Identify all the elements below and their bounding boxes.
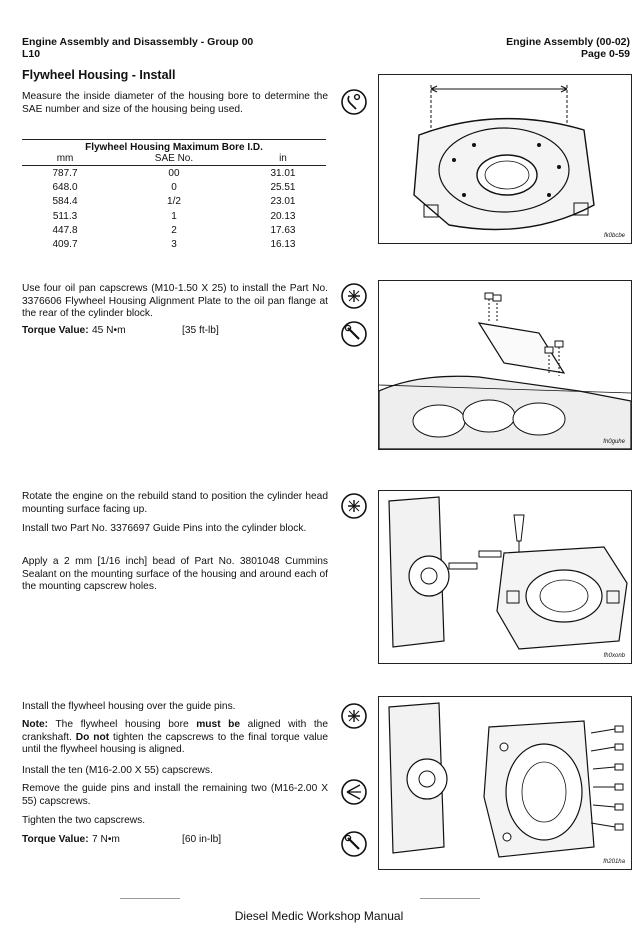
step3-text-rotate: Rotate the engine on the rebuild stand to position the cylinder head mounting surface facing up. <box>22 491 328 515</box>
install-wrench-icon <box>340 492 368 520</box>
step4-torque <box>22 834 222 845</box>
housing-install-illustration <box>379 697 631 869</box>
header-group-title: Engine Assembly and Disassembly - Group 00 <box>22 36 254 48</box>
table-row: 787.7 00 31.01 <box>52 167 296 179</box>
figure-housing-install <box>378 696 632 870</box>
table-row: 447.8 2 17.63 <box>52 224 296 236</box>
step4-text-remove-pins: Remove the guide pins and install the remaining two (M16-2.00 X 55) capscrews. <box>22 783 328 807</box>
step3-text-sealant: Apply a 2 mm [1/16 inch] bead of Part No. 3801048 Cummins Sealant on the mounting surface of the housing and around each of the mounting capscrew holes. <box>22 556 328 593</box>
figure-tag: fn0guhe <box>603 439 625 445</box>
torque-label: Torque Value: <box>22 834 89 845</box>
torque-imperial: [35 ft-lb] <box>182 325 219 336</box>
alignment-plate-illustration <box>379 281 631 449</box>
install-wrench-icon <box>340 702 368 730</box>
step1-text: Measure the inside diameter of the housing bore to determine the SAE number and size of the housing being used. <box>22 91 328 115</box>
note-label: Note: <box>22 719 49 730</box>
bore-table <box>22 139 326 252</box>
header-engine-model: L10 <box>22 48 41 60</box>
header-page-number: Page 0-59 <box>580 48 630 60</box>
figure-flywheel-housing <box>378 74 632 244</box>
measure-icon <box>340 88 368 116</box>
torque-metric: 45 N•m <box>92 325 126 336</box>
footer-rule <box>120 898 180 899</box>
step3-text-guide-pins: Install two Part No. 3376697 Guide Pins into the cylinder block. <box>22 523 307 534</box>
table-row: 409.7 3 16.13 <box>52 239 296 251</box>
torque-wrench-icon <box>340 830 368 858</box>
bore-table-caption: Flywheel Housing Maximum Bore I.D. <box>22 139 326 153</box>
torque-label: Torque Value: <box>22 325 89 336</box>
flywheel-housing-illustration <box>379 75 631 243</box>
step4-note: Note: The flywheel housing bore must be aligned with the crankshaft. Do not tighten the capscrews to the final torque value until the flywheel housing is aligned. <box>22 719 329 756</box>
section-title: Flywheel Housing - Install <box>22 68 176 82</box>
figure-alignment-plate <box>378 280 632 450</box>
col-sae: SAE No. <box>108 153 240 166</box>
running-header-right <box>506 36 630 60</box>
header-section-title: Engine Assembly (00-02) <box>506 36 630 48</box>
guide-pins-sealant-illustration <box>379 491 631 663</box>
running-header-left <box>22 36 253 60</box>
figure-guide-pins-sealant <box>378 490 632 664</box>
figure-tag: fh0xonb <box>603 653 625 659</box>
step4-text-capscrews: Install the ten (M16-2.00 X 55) capscrews. <box>22 765 213 776</box>
table-row: 584.4 1/2 23.01 <box>52 196 296 208</box>
figure-tag: fh201ha <box>603 859 625 865</box>
col-mm: mm <box>22 153 108 166</box>
figure-tag: fk0bcbe <box>603 233 625 239</box>
footer-rule <box>420 898 480 899</box>
torque-metric: 7 N•m <box>92 834 120 845</box>
install-wrench-icon <box>340 282 368 310</box>
step4-text-install: Install the flywheel housing over the guide pins. <box>22 701 236 712</box>
torque-imperial: [60 in-lb] <box>182 834 222 845</box>
step2-torque <box>22 325 219 336</box>
step4-text-tighten: Tighten the two capscrews. <box>22 815 146 826</box>
step2-text: Use four oil pan capscrews (M10-1.50 X 25) to install the Part No. 3376606 Flywheel Housing Alignment Plate to the oil pan flange at the rear of the cylinder block. <box>22 283 328 320</box>
table-row: 648.0 0 25.51 <box>52 181 296 193</box>
table-row: 511.3 1 20.13 <box>52 210 296 222</box>
footer-text: Diesel Medic Workshop Manual <box>234 909 404 923</box>
remove-pins-icon <box>340 778 368 806</box>
torque-wrench-icon <box>340 320 368 348</box>
col-in: in <box>240 153 326 166</box>
